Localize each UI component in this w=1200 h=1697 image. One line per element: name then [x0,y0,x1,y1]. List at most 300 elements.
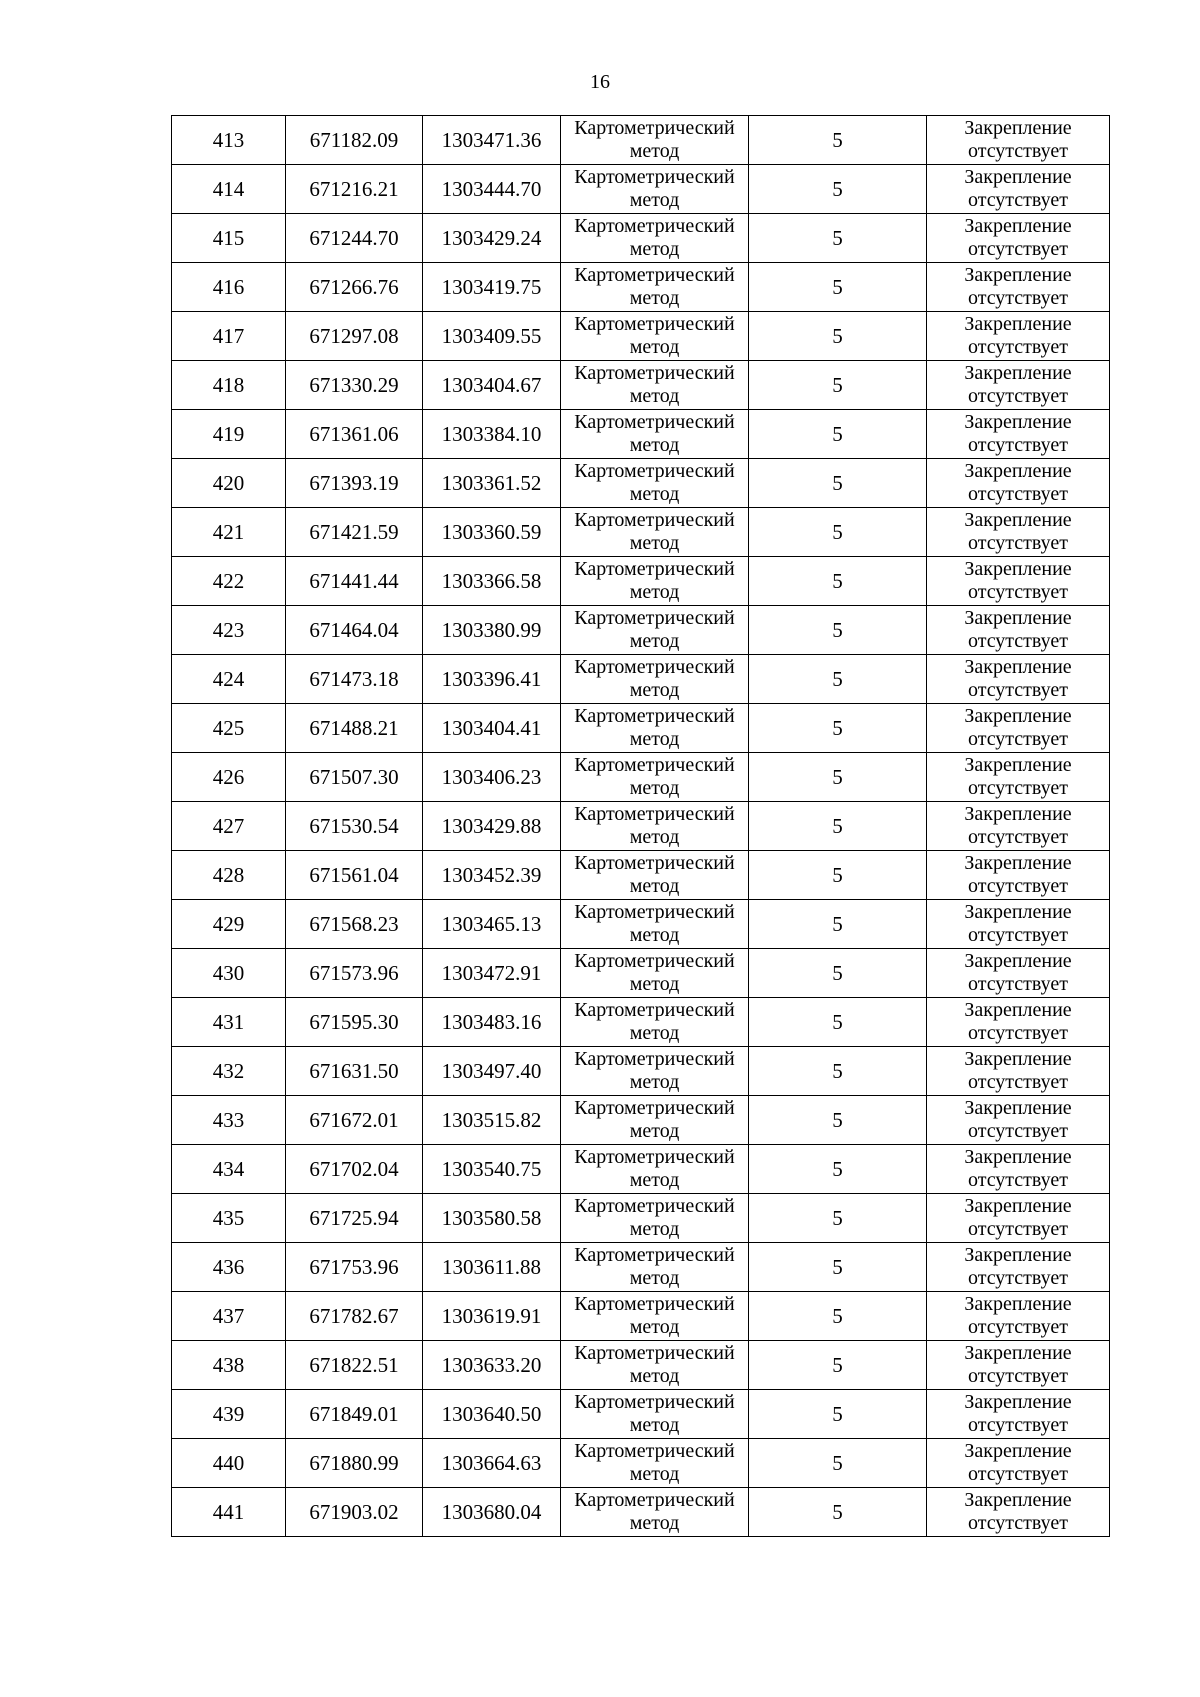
method-cell [561,459,749,508]
y-coordinate-cell: 1303611.88 [423,1243,561,1292]
fixing-cell [927,1096,1110,1145]
fixing-cell [927,1243,1110,1292]
method-cell [561,1145,749,1194]
accuracy-cell: 5 [749,802,927,851]
fixing-cell [927,1439,1110,1488]
point-number-cell: 438 [172,1341,286,1390]
method-line-1: Картометрический [574,1195,735,1217]
point-number-cell: 430 [172,949,286,998]
method-line-2: метод [629,924,680,946]
accuracy-cell: 5 [749,312,927,361]
point-number-cell: 426 [172,753,286,802]
fixing-line-1: Закрепление [964,117,1072,139]
y-coordinate-cell: 1303633.20 [423,1341,561,1390]
fixing-line-1: Закрепление [964,607,1072,629]
point-number-cell: 422 [172,557,286,606]
method-cell [561,949,749,998]
table-row [172,263,1110,312]
method-line-2: метод [629,875,680,897]
fixing-cell [927,1145,1110,1194]
method-line-1: Картометрический [574,166,735,188]
method-line-2: метод [629,238,680,260]
x-coordinate-cell: 671880.99 [286,1439,423,1488]
method-line-1: Картометрический [574,656,735,678]
fixing-cell [927,1488,1110,1537]
method-line-2: метод [629,385,680,407]
method-line-1: Картометрический [574,264,735,286]
accuracy-cell: 5 [749,753,927,802]
method-line-2: метод [629,1463,680,1485]
y-coordinate-cell: 1303429.88 [423,802,561,851]
y-coordinate-cell: 1303680.04 [423,1488,561,1537]
method-line-1: Картометрический [574,754,735,776]
fixing-line-1: Закрепление [964,1293,1072,1315]
point-number-cell: 435 [172,1194,286,1243]
fixing-line-2: отсутствует [967,434,1069,456]
x-coordinate-cell: 671595.30 [286,998,423,1047]
fixing-line-1: Закрепление [964,1440,1072,1462]
accuracy-cell: 5 [749,998,927,1047]
fixing-line-1: Закрепление [964,852,1072,874]
accuracy-cell: 5 [749,1145,927,1194]
fixing-line-2: отсутствует [967,385,1069,407]
accuracy-cell: 5 [749,1194,927,1243]
method-line-1: Картометрический [574,215,735,237]
method-cell [561,361,749,410]
point-number-cell: 433 [172,1096,286,1145]
method-line-1: Картометрический [574,313,735,335]
point-number-cell: 439 [172,1390,286,1439]
x-coordinate-cell: 671464.04 [286,606,423,655]
method-cell [561,214,749,263]
table-row [172,1145,1110,1194]
fixing-line-2: отсутствует [967,875,1069,897]
fixing-line-2: отсутствует [967,924,1069,946]
point-number-cell: 415 [172,214,286,263]
x-coordinate-cell: 671822.51 [286,1341,423,1390]
x-coordinate-cell: 671473.18 [286,655,423,704]
x-coordinate-cell: 671507.30 [286,753,423,802]
point-number-cell: 434 [172,1145,286,1194]
x-coordinate-cell: 671216.21 [286,165,423,214]
method-line-2: метод [629,1218,680,1240]
method-cell [561,802,749,851]
method-line-1: Картометрический [574,1097,735,1119]
method-cell [561,116,749,165]
method-cell [561,1292,749,1341]
method-cell [561,557,749,606]
fixing-line-2: отсутствует [967,1316,1069,1338]
y-coordinate-cell: 1303580.58 [423,1194,561,1243]
method-line-1: Картометрический [574,705,735,727]
method-cell [561,1488,749,1537]
point-number-cell: 425 [172,704,286,753]
method-line-1: Картометрический [574,852,735,874]
table-row [172,1096,1110,1145]
point-number-cell: 441 [172,1488,286,1537]
x-coordinate-cell: 671488.21 [286,704,423,753]
fixing-cell [927,410,1110,459]
method-line-1: Картометрический [574,1342,735,1364]
page-number: 16 [590,71,610,93]
accuracy-cell: 5 [749,949,927,998]
x-coordinate-cell: 671297.08 [286,312,423,361]
fixing-line-1: Закрепление [964,313,1072,335]
y-coordinate-cell: 1303664.63 [423,1439,561,1488]
fixing-line-1: Закрепление [964,509,1072,531]
x-coordinate-cell: 671441.44 [286,557,423,606]
y-coordinate-cell: 1303471.36 [423,116,561,165]
method-cell [561,851,749,900]
y-coordinate-cell: 1303472.91 [423,949,561,998]
x-coordinate-cell: 671903.02 [286,1488,423,1537]
fixing-cell [927,508,1110,557]
y-coordinate-cell: 1303483.16 [423,998,561,1047]
method-line-2: метод [629,1316,680,1338]
y-coordinate-cell: 1303384.10 [423,410,561,459]
point-number-cell: 427 [172,802,286,851]
method-cell [561,606,749,655]
method-line-2: метод [629,1120,680,1142]
y-coordinate-cell: 1303452.39 [423,851,561,900]
method-line-1: Картометрический [574,950,735,972]
x-coordinate-cell: 671631.50 [286,1047,423,1096]
table-row [172,606,1110,655]
fixing-cell [927,1341,1110,1390]
accuracy-cell: 5 [749,508,927,557]
fixing-line-2: отсутствует [967,679,1069,701]
accuracy-cell: 5 [749,410,927,459]
fixing-line-2: отсутствует [967,1120,1069,1142]
fixing-line-1: Закрепление [964,1146,1072,1168]
method-line-1: Картометрический [574,1293,735,1315]
point-number-cell: 428 [172,851,286,900]
point-number-cell: 418 [172,361,286,410]
fixing-line-1: Закрепление [964,705,1072,727]
method-line-2: метод [629,287,680,309]
fixing-line-2: отсутствует [967,532,1069,554]
y-coordinate-cell: 1303366.58 [423,557,561,606]
fixing-line-2: отсутствует [967,826,1069,848]
table-row [172,1341,1110,1390]
accuracy-cell: 5 [749,263,927,312]
y-coordinate-cell: 1303429.24 [423,214,561,263]
fixing-cell [927,1194,1110,1243]
table-row [172,949,1110,998]
method-line-2: метод [629,532,680,554]
method-line-2: метод [629,1512,680,1534]
fixing-line-2: отсутствует [967,581,1069,603]
fixing-cell [927,1390,1110,1439]
fixing-line-1: Закрепление [964,656,1072,678]
y-coordinate-cell: 1303465.13 [423,900,561,949]
point-number-cell: 437 [172,1292,286,1341]
method-cell [561,753,749,802]
x-coordinate-cell: 671849.01 [286,1390,423,1439]
method-line-2: метод [629,140,680,162]
fixing-line-1: Закрепление [964,901,1072,923]
y-coordinate-cell: 1303444.70 [423,165,561,214]
fixing-line-2: отсутствует [967,483,1069,505]
y-coordinate-cell: 1303619.91 [423,1292,561,1341]
fixing-cell [927,165,1110,214]
method-line-2: метод [629,1414,680,1436]
accuracy-cell: 5 [749,361,927,410]
method-line-2: метод [629,483,680,505]
fixing-cell [927,998,1110,1047]
accuracy-cell: 5 [749,1047,927,1096]
accuracy-cell: 5 [749,1292,927,1341]
method-cell [561,410,749,459]
point-number-cell: 414 [172,165,286,214]
fixing-cell [927,704,1110,753]
x-coordinate-cell: 671753.96 [286,1243,423,1292]
table-row [172,459,1110,508]
fixing-cell [927,949,1110,998]
fixing-line-1: Закрепление [964,558,1072,580]
accuracy-cell: 5 [749,851,927,900]
coordinates-table [171,115,1110,1537]
table-row [172,1243,1110,1292]
x-coordinate-cell: 671266.76 [286,263,423,312]
table-row [172,1488,1110,1537]
point-number-cell: 421 [172,508,286,557]
method-line-2: метод [629,189,680,211]
fixing-line-2: отсутствует [967,1267,1069,1289]
fixing-line-2: отсутствует [967,140,1069,162]
x-coordinate-cell: 671530.54 [286,802,423,851]
point-number-cell: 424 [172,655,286,704]
fixing-line-1: Закрепление [964,950,1072,972]
method-cell [561,508,749,557]
table-row [172,312,1110,361]
x-coordinate-cell: 671573.96 [286,949,423,998]
fixing-cell [927,753,1110,802]
method-line-1: Картометрический [574,460,735,482]
point-number-cell: 432 [172,1047,286,1096]
x-coordinate-cell: 671361.06 [286,410,423,459]
method-line-1: Картометрический [574,803,735,825]
accuracy-cell: 5 [749,116,927,165]
fixing-line-2: отсутствует [967,1071,1069,1093]
method-line-1: Картометрический [574,1146,735,1168]
fixing-cell [927,851,1110,900]
x-coordinate-cell: 671182.09 [286,116,423,165]
fixing-line-1: Закрепление [964,166,1072,188]
x-coordinate-cell: 671725.94 [286,1194,423,1243]
accuracy-cell: 5 [749,214,927,263]
method-cell [561,655,749,704]
table-row [172,1047,1110,1096]
method-cell [561,165,749,214]
accuracy-cell: 5 [749,1341,927,1390]
fixing-line-2: отсутствует [967,1169,1069,1191]
fixing-line-1: Закрепление [964,264,1072,286]
table-row [172,1390,1110,1439]
y-coordinate-cell: 1303406.23 [423,753,561,802]
y-coordinate-cell: 1303497.40 [423,1047,561,1096]
accuracy-cell: 5 [749,900,927,949]
method-line-2: метод [629,1022,680,1044]
y-coordinate-cell: 1303361.52 [423,459,561,508]
table-row [172,753,1110,802]
y-coordinate-cell: 1303396.41 [423,655,561,704]
method-line-1: Картометрический [574,607,735,629]
table-row [172,508,1110,557]
point-number-cell: 419 [172,410,286,459]
fixing-line-1: Закрепление [964,1489,1072,1511]
table-row [172,557,1110,606]
method-cell [561,1096,749,1145]
method-line-2: метод [629,973,680,995]
method-line-1: Картометрический [574,1440,735,1462]
accuracy-cell: 5 [749,655,927,704]
method-line-2: метод [629,728,680,750]
accuracy-cell: 5 [749,1243,927,1292]
fixing-line-2: отсутствует [967,238,1069,260]
table-row [172,165,1110,214]
fixing-line-2: отсутствует [967,1365,1069,1387]
fixing-cell [927,263,1110,312]
fixing-cell [927,1047,1110,1096]
point-number-cell: 431 [172,998,286,1047]
point-number-cell: 417 [172,312,286,361]
fixing-line-1: Закрепление [964,1391,1072,1413]
accuracy-cell: 5 [749,1096,927,1145]
method-line-1: Картометрический [574,999,735,1021]
method-line-2: метод [629,581,680,603]
method-cell [561,1341,749,1390]
method-cell [561,1194,749,1243]
fixing-cell [927,802,1110,851]
fixing-cell [927,1292,1110,1341]
y-coordinate-cell: 1303404.41 [423,704,561,753]
point-number-cell: 416 [172,263,286,312]
method-line-1: Картометрический [574,1048,735,1070]
accuracy-cell: 5 [749,1439,927,1488]
method-line-2: метод [629,1365,680,1387]
fixing-line-2: отсутствует [967,630,1069,652]
y-coordinate-cell: 1303404.67 [423,361,561,410]
fixing-line-2: отсутствует [967,728,1069,750]
table-row [172,361,1110,410]
method-line-2: метод [629,336,680,358]
point-number-cell: 429 [172,900,286,949]
y-coordinate-cell: 1303419.75 [423,263,561,312]
method-line-2: метод [629,679,680,701]
accuracy-cell: 5 [749,459,927,508]
method-cell [561,1439,749,1488]
method-line-1: Картометрический [574,901,735,923]
method-cell [561,998,749,1047]
fixing-line-2: отсутствует [967,1022,1069,1044]
fixing-cell [927,116,1110,165]
table-row [172,802,1110,851]
method-line-1: Картометрический [574,509,735,531]
y-coordinate-cell: 1303515.82 [423,1096,561,1145]
fixing-line-1: Закрепление [964,460,1072,482]
method-line-2: метод [629,434,680,456]
method-line-2: метод [629,630,680,652]
fixing-line-1: Закрепление [964,362,1072,384]
fixing-line-2: отсутствует [967,1463,1069,1485]
method-cell [561,1390,749,1439]
accuracy-cell: 5 [749,557,927,606]
fixing-line-1: Закрепление [964,1244,1072,1266]
table-row [172,851,1110,900]
method-line-1: Картометрический [574,117,735,139]
x-coordinate-cell: 671330.29 [286,361,423,410]
accuracy-cell: 5 [749,1488,927,1537]
fixing-cell [927,557,1110,606]
method-line-1: Картометрический [574,558,735,580]
table-row [172,1292,1110,1341]
y-coordinate-cell: 1303540.75 [423,1145,561,1194]
table-row [172,1194,1110,1243]
fixing-line-2: отсутствует [967,287,1069,309]
fixing-line-2: отсутствует [967,1512,1069,1534]
fixing-line-1: Закрепление [964,999,1072,1021]
fixing-line-1: Закрепление [964,411,1072,433]
table-row [172,998,1110,1047]
fixing-cell [927,606,1110,655]
fixing-line-2: отсутствует [967,1218,1069,1240]
method-line-1: Картометрический [574,1391,735,1413]
method-line-2: метод [629,826,680,848]
fixing-cell [927,361,1110,410]
point-number-cell: 420 [172,459,286,508]
x-coordinate-cell: 671702.04 [286,1145,423,1194]
fixing-cell [927,655,1110,704]
point-number-cell: 440 [172,1439,286,1488]
table-row [172,116,1110,165]
method-cell [561,704,749,753]
accuracy-cell: 5 [749,606,927,655]
y-coordinate-cell: 1303380.99 [423,606,561,655]
fixing-line-1: Закрепление [964,1195,1072,1217]
fixing-line-1: Закрепление [964,1097,1072,1119]
point-number-cell: 413 [172,116,286,165]
table-row [172,900,1110,949]
x-coordinate-cell: 671561.04 [286,851,423,900]
method-line-1: Картометрический [574,1244,735,1266]
method-line-2: метод [629,1169,680,1191]
y-coordinate-cell: 1303640.50 [423,1390,561,1439]
table-row [172,410,1110,459]
table-row [172,214,1110,263]
fixing-line-2: отсутствует [967,189,1069,211]
x-coordinate-cell: 671244.70 [286,214,423,263]
fixing-line-2: отсутствует [967,777,1069,799]
method-cell [561,312,749,361]
fixing-line-2: отсутствует [967,1414,1069,1436]
fixing-cell [927,900,1110,949]
fixing-cell [927,459,1110,508]
method-cell [561,263,749,312]
fixing-line-1: Закрепление [964,1342,1072,1364]
method-cell [561,1047,749,1096]
fixing-line-1: Закрепление [964,803,1072,825]
x-coordinate-cell: 671568.23 [286,900,423,949]
point-number-cell: 423 [172,606,286,655]
method-line-1: Картометрический [574,1489,735,1511]
x-coordinate-cell: 671393.19 [286,459,423,508]
method-line-1: Картометрический [574,362,735,384]
fixing-line-1: Закрепление [964,754,1072,776]
method-line-2: метод [629,1071,680,1093]
method-line-1: Картометрический [574,411,735,433]
fixing-line-2: отсутствует [967,973,1069,995]
